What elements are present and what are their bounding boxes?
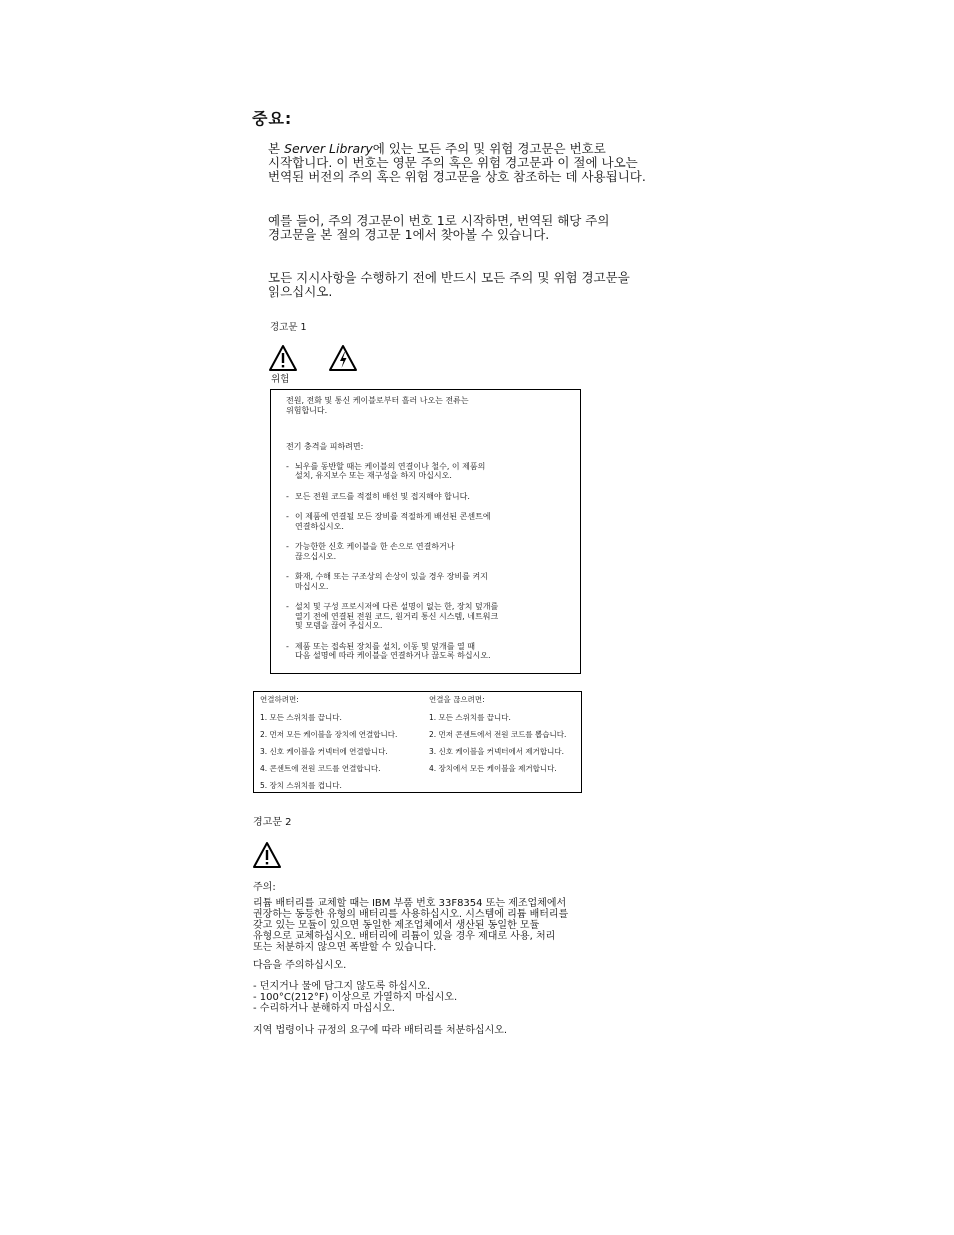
statement-2-label: 경고문 2 — [253, 817, 292, 828]
danger-item-line: - 모든 전원 코드를 적절히 배선 및 접지해야 합니다. — [295, 491, 470, 501]
intro-p2-line: 예를 들어, 주의 경고문이 번호 1로 시작하면, 번역된 해당 주의 — [268, 213, 610, 228]
danger-item-line: 마십시오. — [295, 581, 329, 591]
intro-p1-line: 번역된 버전의 주의 혹은 위험 경고문을 상호 참조하는 데 사용됩니다. — [268, 169, 646, 184]
disconnect-step: 2. 먼저 콘센트에서 전원 코드를 뽑습니다. — [429, 730, 567, 739]
danger-item-line: 및 모뎀을 끊어 주십시오. — [295, 621, 383, 630]
danger-intro-line: 전원, 전화 및 통신 케이블로부터 흘러 나오는 전류는 — [286, 396, 469, 405]
danger-list — [286, 462, 570, 661]
danger-label: 위험 — [271, 374, 290, 385]
caution-list-item: - 던지거나 물에 담그지 않도록 하십시오. — [253, 981, 431, 992]
intro-paragraph-3 — [268, 271, 728, 299]
server-library-title: Server Library — [284, 141, 373, 156]
statement-1-label: 경고문 1 — [270, 322, 307, 333]
danger-list-item — [286, 642, 570, 661]
danger-list-item — [286, 542, 570, 561]
danger-intro-line: 위험합니다. — [286, 405, 328, 415]
caution-label: 주의: — [253, 882, 276, 893]
connect-step: 2. 먼저 모든 케이블을 장치에 연결합니다. — [260, 730, 398, 739]
connect-step: 5. 장치 스위치를 켭니다. — [260, 781, 342, 790]
battery-caution-body — [253, 898, 593, 953]
connect-title: 연결하려면: — [260, 695, 299, 704]
danger-item-line: - 설치 및 구성 프로시저에 다른 설명이 없는 한, 장치 덮개를 — [295, 602, 499, 611]
caution-list-item: - 수리하거나 분해하지 마십시오. — [253, 1003, 395, 1014]
danger-box — [270, 389, 581, 674]
connect-step: 1. 모든 스위치를 끕니다. — [260, 713, 342, 722]
connect-column — [260, 695, 397, 798]
caution-body-line: 또는 처분하지 않으면 폭발할 수 있습니다. — [253, 942, 437, 953]
danger-subheading: 전기 충격을 피하려면: — [286, 442, 364, 451]
danger-list-item — [286, 462, 570, 481]
disconnect-step: 4. 장치에서 모든 케이블을 제거합니다. — [429, 764, 557, 773]
intro-paragraph-2 — [268, 214, 728, 242]
danger-list-item — [286, 512, 570, 531]
danger-item-line: - 제품 또는 접속된 장치를 설치, 이동 및 덮개를 열 때 — [295, 641, 475, 651]
danger-item-line: 열기 전에 연결된 전원 코드, 원거리 통신 시스템, 네트워크 — [295, 611, 499, 621]
electrical-hazard-icon — [328, 343, 358, 373]
intro-p2-line: 경고문을 본 절의 경고문 1에서 찾아볼 수 있습니다. — [268, 227, 550, 242]
danger-item-line: 다음 설명에 따라 케이블을 연결하거나 끊도록 하십시오. — [295, 651, 491, 660]
danger-item-line: - 뇌우를 동반할 때는 케이블의 연결이나 철수, 이 제품의 — [295, 461, 486, 471]
danger-list-item — [286, 492, 570, 502]
warning-triangle-icon — [252, 840, 282, 870]
disconnect-column — [429, 695, 566, 781]
danger-item-line: 설치, 유지보수 또는 재구성을 하지 마십시오. — [295, 471, 452, 480]
connect-step: 3. 신호 케이블을 커넥터에 연결합니다. — [260, 747, 388, 756]
intro-p3-line: 읽으십시오. — [268, 284, 333, 299]
danger-item-line: - 가능한한 신호 케이블을 한 손으로 연결하거나 — [295, 542, 455, 551]
intro-p1-line: 시작합니다. 이 번호는 영문 주의 혹은 위험 경고문과 이 절에 나오는 — [268, 155, 638, 170]
danger-intro — [286, 396, 570, 415]
caution-body-line: 권장하는 동등한 유형의 배터리를 사용하십시오. 시스템에 리튬 배터리를 — [253, 909, 569, 920]
caution-body-line: 유형으로 교체하십시오. 배터리에 리튬이 있을 경우 제대로 사용, 처리 — [253, 931, 556, 942]
cable-procedure-table — [253, 691, 582, 793]
caution-body-line: 갖고 있는 모듈이 있으면 동일한 제조업체에서 생산된 동일한 모듈 — [253, 920, 540, 931]
disconnect-step: 1. 모든 스위치를 끕니다. — [429, 713, 511, 722]
caution-notice: 다음을 주의하십시오. — [253, 960, 347, 971]
caution-list — [253, 981, 593, 1014]
disconnect-step: 3. 신호 케이블을 커넥터에서 제거합니다. — [429, 747, 564, 756]
warning-triangle-icon — [268, 343, 298, 373]
intro-p1-prefix: 본 — [268, 141, 285, 156]
danger-item-line: - 화재, 수해 또는 구조상의 손상이 있을 경우 장비를 켜지 — [295, 572, 488, 581]
danger-item-line: 연결하십시오. — [295, 521, 344, 531]
danger-list-item — [286, 572, 570, 591]
disposal-note: 지역 법령이나 규정의 요구에 따라 배터리를 처분하십시오. — [253, 1025, 508, 1036]
page-heading: 중요: — [252, 109, 293, 128]
danger-item-line: - 이 제품에 연결될 모든 장비를 적절하게 배선된 콘센트에 — [295, 512, 491, 521]
intro-paragraph-1 — [268, 142, 728, 184]
connect-step: 4. 콘센트에 전원 코드를 연결합니다. — [260, 764, 381, 773]
disconnect-title: 연결을 끊으려면: — [429, 695, 485, 704]
danger-list-item — [286, 602, 570, 631]
intro-p1-line: 에 있는 모든 주의 및 위험 경고문은 번호로 — [372, 141, 606, 156]
danger-item-line: 끊으십시오. — [295, 551, 337, 561]
intro-p3-line: 모든 지시사항을 수행하기 전에 반드시 모든 주의 및 위험 경고문을 — [268, 270, 630, 285]
caution-body-line: 리튬 배터리를 교체할 때는 IBM 부품 번호 33F8354 또는 제조업체에서 — [253, 898, 567, 909]
caution-list-item: - 100°C(212°F) 이상으로 가열하지 마십시오. — [253, 992, 458, 1003]
